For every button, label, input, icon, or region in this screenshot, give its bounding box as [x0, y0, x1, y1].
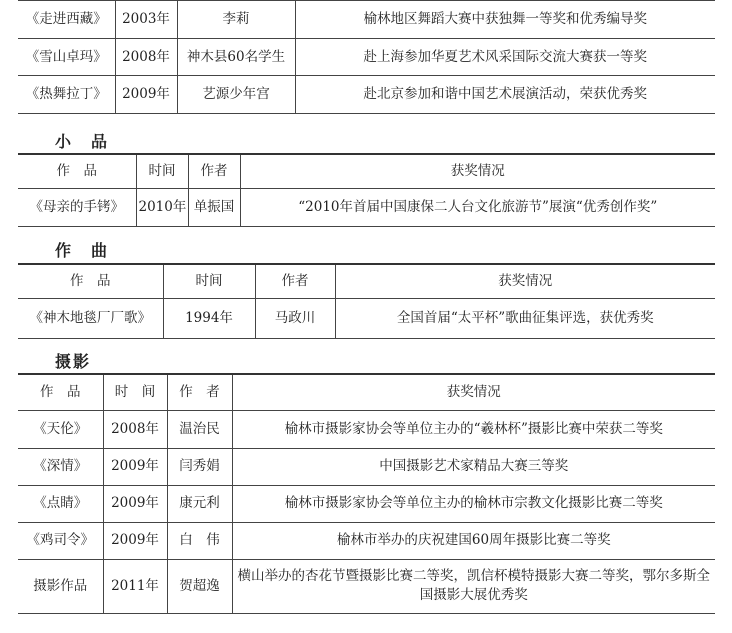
year-cell: 2009年 — [103, 522, 167, 559]
year-cell: 2008年 — [103, 410, 167, 448]
award-cell: 榆林市摄影家协会等单位主办的“羲林杯”摄影比赛中荣获二等奖 — [232, 410, 715, 448]
table-header-row — [18, 374, 715, 410]
award-cell: “2010年首届中国康保二人台文化旅游节”展演“优秀创作奖” — [240, 188, 715, 226]
photography-table — [18, 373, 715, 614]
work-cell: 《热舞拉丁》 — [18, 76, 115, 114]
table-header-row — [18, 264, 715, 298]
year-cell: 2009年 — [103, 485, 167, 522]
skit-table — [18, 153, 715, 227]
work-cell: 《鸡司令》 — [18, 522, 103, 559]
award-cell: 榆林市摄影家协会等单位主办的榆林市宗教文化摄影比赛二等奖 — [232, 485, 715, 522]
award-cell: 榆林市举办的庆祝建国60周年摄影比赛二等奖 — [232, 522, 715, 559]
year-cell: 2009年 — [103, 448, 167, 485]
header-year: 时间 — [136, 154, 188, 188]
year-cell: 2003年 — [115, 1, 177, 39]
year-cell: 2009年 — [115, 76, 177, 114]
work-cell: 《雪山卓玛》 — [18, 39, 115, 76]
award-cell: 全国首届“太平杯”歌曲征集评选，获优秀奖 — [335, 298, 715, 338]
table-row — [18, 522, 715, 559]
work-cell: 《深情》 — [18, 448, 103, 485]
work-cell: 《走进西藏》 — [18, 1, 115, 39]
section-title-skit: 小 品 — [55, 132, 110, 151]
section-title-photography: 摄影 — [55, 352, 92, 371]
table-row — [18, 448, 715, 485]
author-cell: 马政川 — [255, 298, 335, 338]
author-cell: 康元利 — [167, 485, 232, 522]
table-row — [18, 485, 715, 522]
header-year: 时间 — [163, 264, 255, 298]
header-award: 获奖情况 — [232, 374, 715, 410]
award-cell: 横山举办的杏花节暨摄影比赛二等奖，凯信杯模特摄影大赛二等奖，鄂尔多斯全国摄影大展优秀奖 — [232, 559, 715, 613]
header-author: 作者 — [255, 264, 335, 298]
award-cell: 赴上海参加华夏艺术风采国际交流大赛获一等奖 — [295, 39, 715, 76]
author-cell: 贺超逸 — [167, 559, 232, 613]
work-cell: 《点睛》 — [18, 485, 103, 522]
table-row — [18, 298, 715, 338]
year-cell: 2008年 — [115, 39, 177, 76]
header-work: 作 品 — [18, 374, 103, 410]
award-cell: 赴北京参加和谐中国艺术展演活动，荣获优秀奖 — [295, 76, 715, 114]
author-cell: 温治民 — [167, 410, 232, 448]
year-cell: 2010年 — [136, 188, 188, 226]
award-cell: 中国摄影艺术家精品大赛三等奖 — [232, 448, 715, 485]
table-row — [18, 1, 715, 39]
work-cell: 《天伦》 — [18, 410, 103, 448]
author-cell: 闫秀娟 — [167, 448, 232, 485]
author-cell: 神木县60名学生 — [177, 39, 295, 76]
table-header-row — [18, 154, 715, 188]
table-row — [18, 559, 715, 613]
table-row — [18, 410, 715, 448]
header-award: 获奖情况 — [335, 264, 715, 298]
composition-table — [18, 263, 715, 339]
header-work: 作 品 — [18, 154, 136, 188]
table-row — [18, 39, 715, 76]
year-cell: 1994年 — [163, 298, 255, 338]
author-cell: 艺源少年宫 — [177, 76, 295, 114]
header-work: 作 品 — [18, 264, 163, 298]
author-cell: 白 伟 — [167, 522, 232, 559]
year-cell: 2011年 — [103, 559, 167, 613]
work-cell: 摄影作品 — [18, 559, 103, 613]
work-cell: 《神木地毯厂厂歌》 — [18, 298, 163, 338]
header-award: 获奖情况 — [240, 154, 715, 188]
award-cell: 榆林地区舞蹈大赛中获独舞一等奖和优秀编导奖 — [295, 1, 715, 39]
header-author: 作者 — [188, 154, 240, 188]
header-year: 时 间 — [103, 374, 167, 410]
section-title-composition: 作 曲 — [55, 241, 110, 260]
author-cell: 单振国 — [188, 188, 240, 226]
header-author: 作 者 — [167, 374, 232, 410]
dance-table — [18, 0, 715, 114]
table-row — [18, 76, 715, 114]
work-cell: 《母亲的手铐》 — [18, 188, 136, 226]
table-row — [18, 188, 715, 226]
author-cell: 李莉 — [177, 1, 295, 39]
